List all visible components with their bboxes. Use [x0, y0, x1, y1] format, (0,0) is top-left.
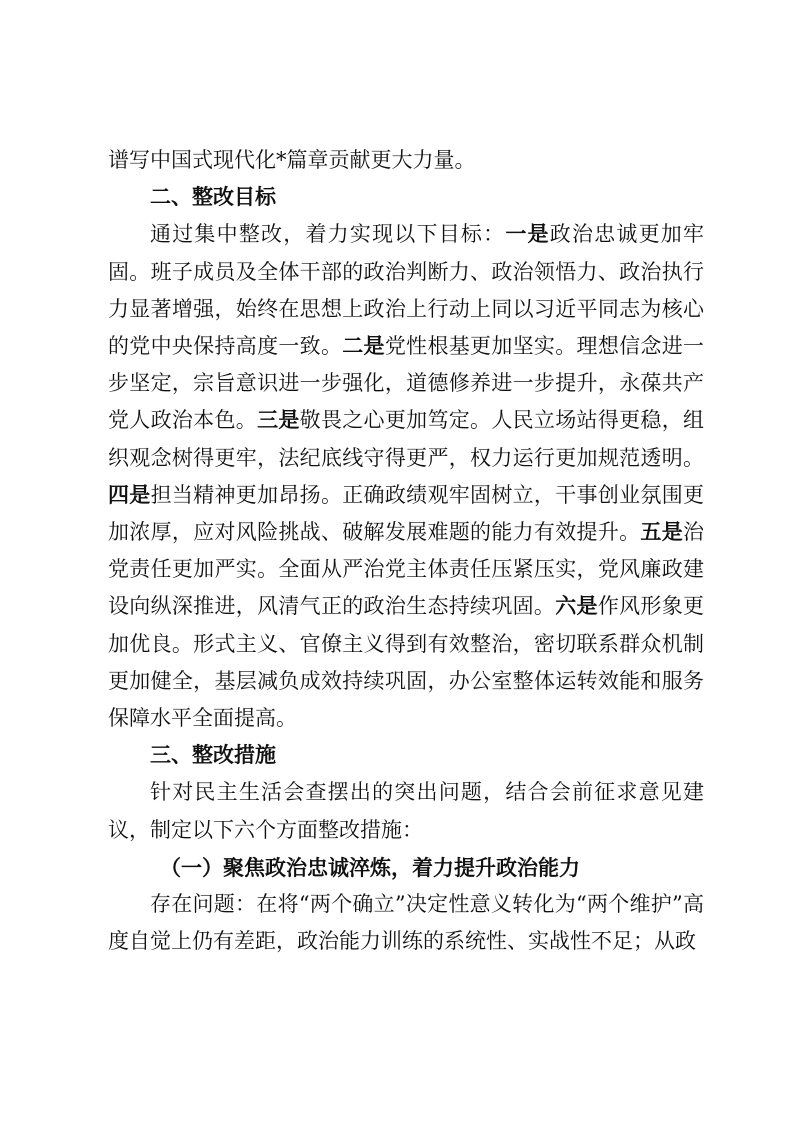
goal-4-label: 四是 — [108, 482, 151, 507]
goal-2-text: 党性根基更加坚实。理想信念进一步坚定，宗旨意识进一步强化，道德修养进一步提升，永葆共产党人政治本色。 — [108, 334, 705, 433]
paragraph-goals — [108, 216, 704, 737]
goal-1-label: 一是 — [505, 222, 550, 247]
section-heading-measures: 三、整改措施 — [150, 743, 276, 768]
paragraph-measures: 针对民主生活会查摆出的突出问题，结合会前征求意见建议，制定以下六个方面整改措施： — [108, 780, 704, 842]
goal-5-text: 治党责任更加严实。全面从严治党主体责任压紧压实，党风廉政建设向纵深推进，风清气正的政治生态持续巩固。 — [108, 520, 704, 619]
document-body — [108, 142, 704, 960]
section-heading-goals: 二、整改目标 — [150, 185, 276, 210]
subsection-heading-1: （一）聚焦政治忠诚淬炼，着力提升政治能力 — [160, 854, 580, 880]
goals-lead: 通过集中整改，着力实现以下目标： — [150, 222, 506, 247]
goal-1-text: 政治忠诚更加牢固。班子成员及全体干部的政治判断力、政治领悟力、政治执行力显著增强，始终在思想上政治上行动上同以习近平同志为核心的党中央保持高度一致。 — [108, 222, 705, 359]
goal-3-text: 敬畏之心更加笃定。人民立场站得更稳，组织观念树得更牢，法纪底线守得更严，权力运行更加规范透明。 — [108, 408, 705, 470]
goal-6-label: 六是 — [555, 594, 598, 619]
goal-4-text: 担当精神更加昂扬。正确政绩观牢固树立，干事创业氛围更加浓厚，应对风险挑战、破解发展难题的能力有效提升。 — [108, 482, 704, 545]
goal-6-text: 作风形象更加优良。形式主义、官僚主义得到有效整治，密切联系群众机制更加健全，基层减负成效持续巩固，办公室整体运转效能和服务保障水平全面提高。 — [108, 594, 705, 731]
paragraph-problem: 存在问题：在将“两个确立”决定性意义转化为“两个维护”高度自觉上仍有差距，政治能力训练的系统性、实战性不足；从政 — [108, 892, 704, 954]
goal-2-label: 二是 — [342, 334, 385, 359]
goal-3-label: 三是 — [257, 408, 300, 433]
goal-5-label: 五是 — [640, 520, 683, 545]
paragraph-intro: 谱写中国式现代化*篇章贡献更大力量。 — [108, 148, 476, 172]
